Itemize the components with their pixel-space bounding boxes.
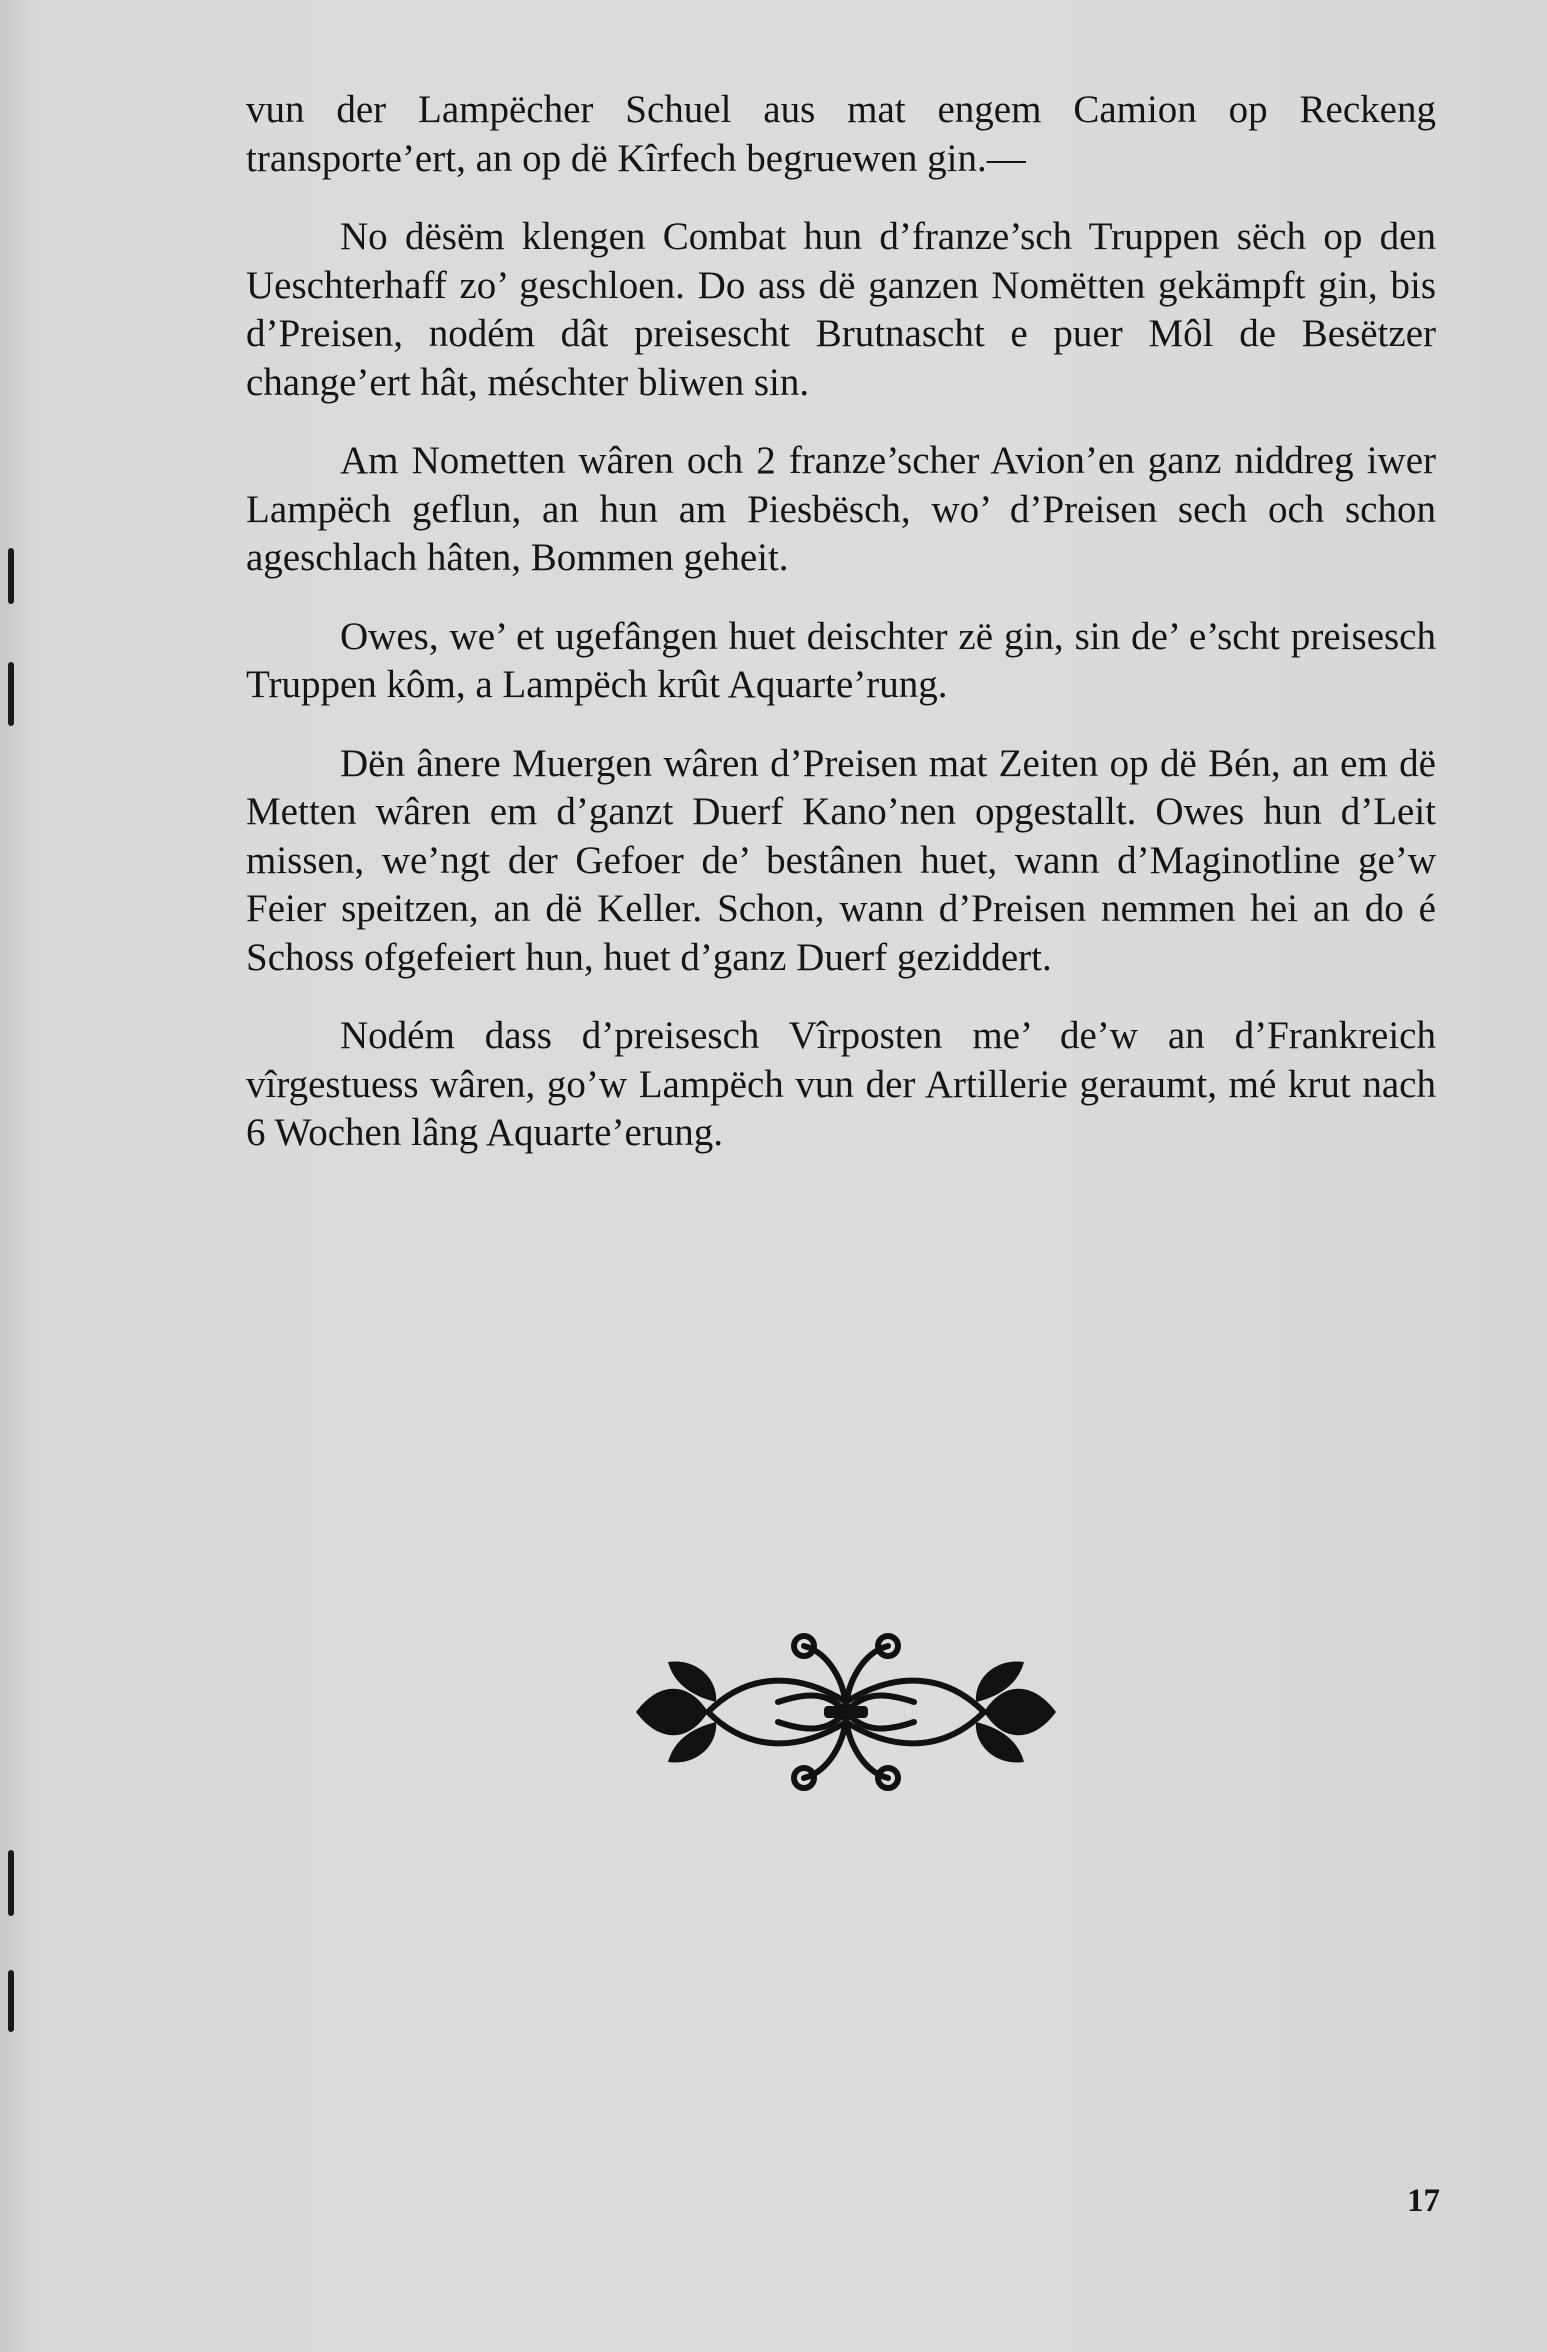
paragraph: Owes, we’ et ugefângen huet deischter zë gin, sin de’ e’scht preisesch Truppen kôm, a Lampëch krût Aquarte’rung. xyxy=(246,614,1436,706)
paragraph: vun der Lampëcher Schuel aus mat engem Camion op Reckeng transporte’ert, an op dë Kîrfech begruewen gin.— xyxy=(246,88,1436,180)
floral-scroll-ornament-icon xyxy=(628,1622,1064,1802)
binding-mark xyxy=(8,548,14,604)
binding-mark xyxy=(8,1850,14,1916)
paragraph: No dësëm klengen Combat hun d’franze’sch Truppen sëch op den Ueschterhaff zo’ geschloen. Do ass dë ganzen Nomëtten gekämpft gin, bis d’Preisen, nodém dât preisescht Brutnascht e puer Môl de Besëtzer change’ert hât, méschter bliwen sin. xyxy=(246,215,1436,404)
page-number: 17 xyxy=(1407,2183,1440,2219)
paragraph: Nodém dass d’preisesch Vîrposten me’ de’w an d’Frankreich vîrgestuess wâren, go’w Lampëch vun der Artillerie geraumt, mé krut nach 6 Wochen lâng Aquarte’erung. xyxy=(246,1014,1436,1154)
body-text xyxy=(246,86,1436,1188)
binding-mark xyxy=(8,1970,14,2032)
binding-mark xyxy=(8,662,14,726)
paragraph: Am Nometten wâren och 2 franze’scher Avion’en ganz niddreg iwer Lampëch geflun, an hun am Piesbësch, wo’ d’Preisen sech och schon ageschlach hâten, Bommen geheit. xyxy=(246,439,1436,579)
paragraph: Dën ânere Muergen wâren d’Preisen mat Zeiten op dë Bén, an em dë Metten wâren em d’ganzt Duerf Kano’nen opgestallt. Owes hun d’Leit missen, we’ngt der Gefoer de’ bestânen huet, wann d’Maginotline ge’w Feier speitzen, an dë Keller. Schon, wann d’Preisen nemmen hei an do é Schoss ofgefeiert hun, huet d’ganz Duerf geziddert. xyxy=(246,741,1436,979)
